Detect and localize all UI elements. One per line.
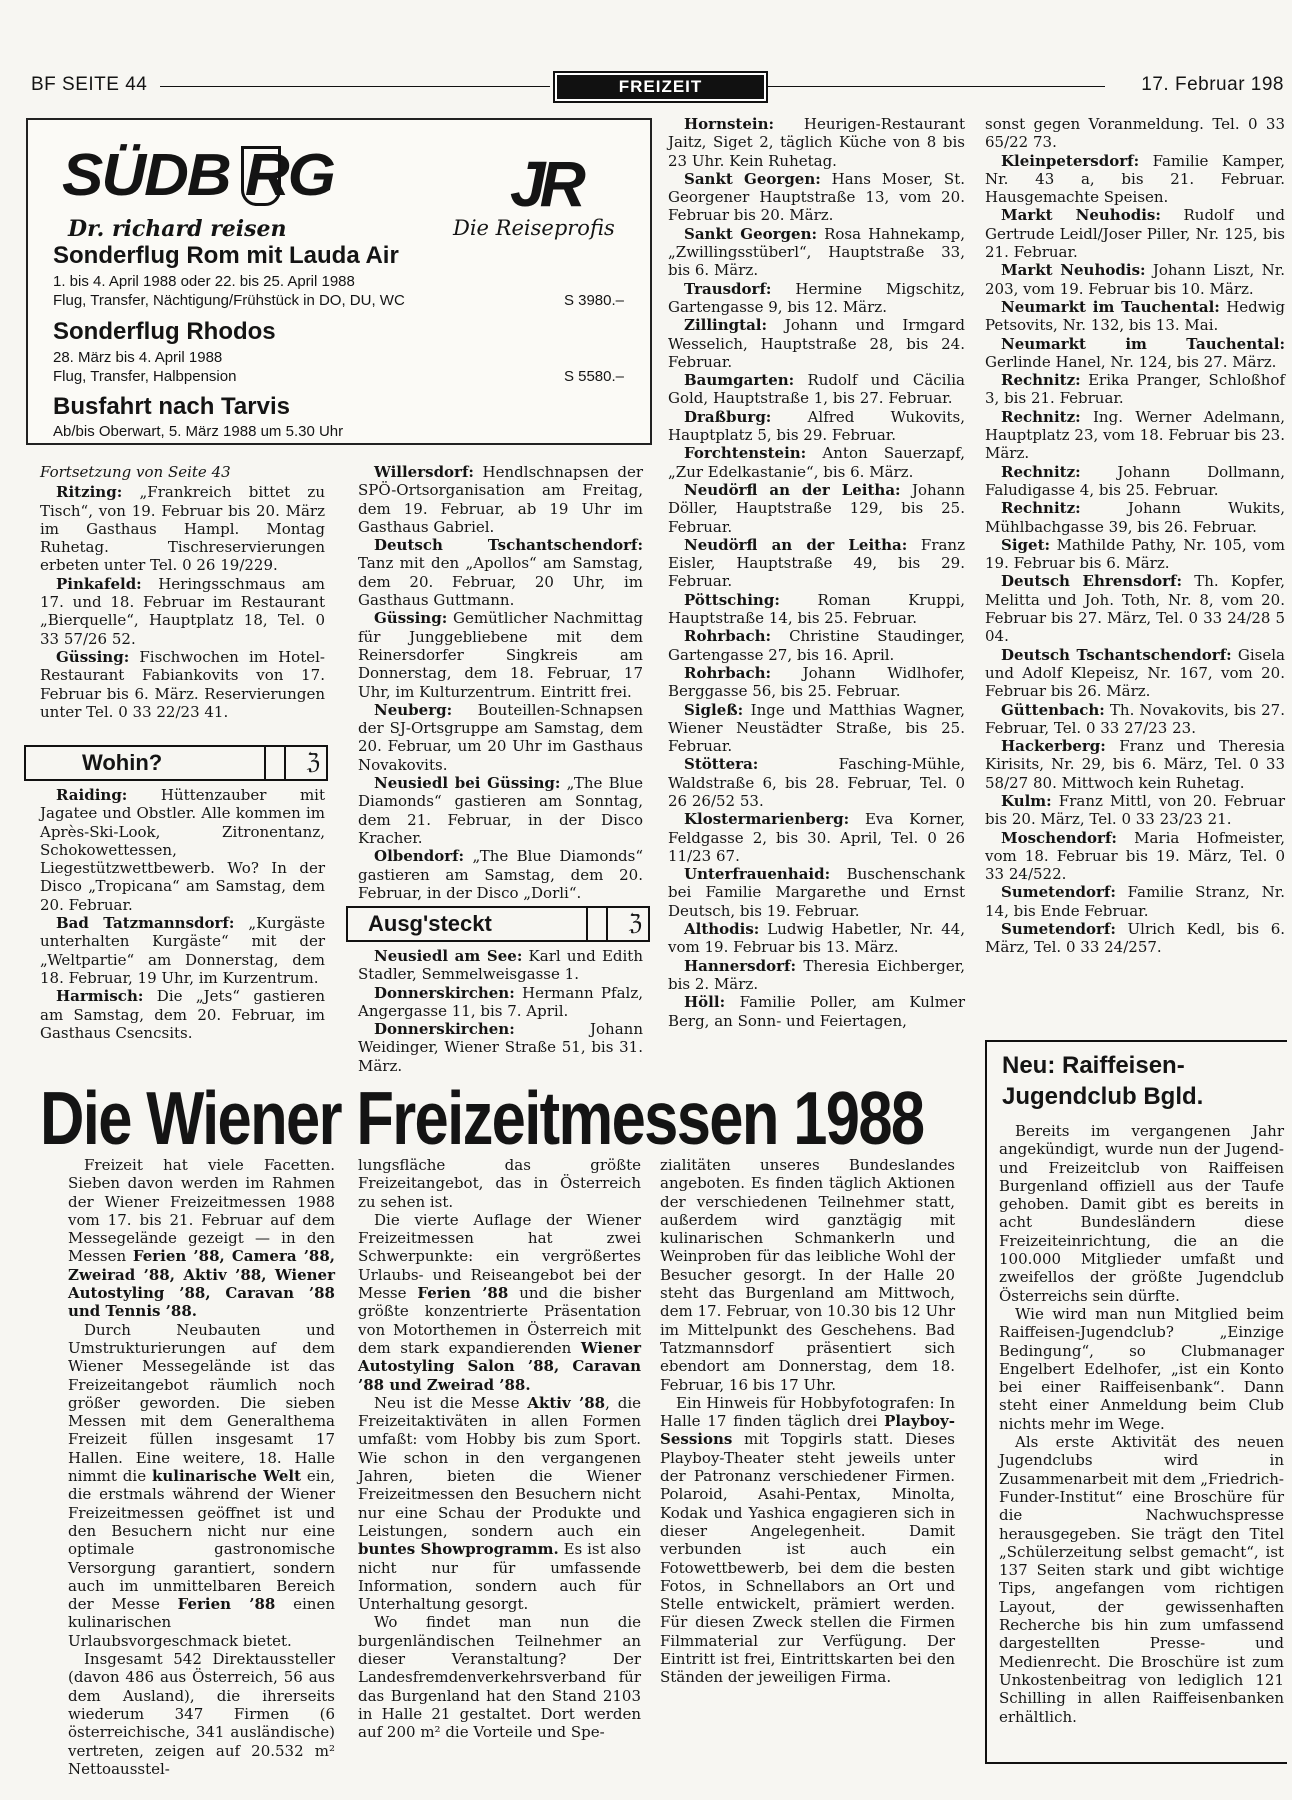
listing-text: Gemütlicher Nachmittag für Junggebliebene mit dem Reinersdorfer Singkreis am Donnerstag, dem 18. Februar, 17 Uhr, im Kulturzentrum. Eintritt frei. [358,609,643,701]
listing-entry [985,261,1285,298]
raiffeisen-box [985,1040,1287,1764]
listing-text: Hedwig Petsovits, Nr. 132, bis 13. Mai. [985,297,1285,335]
listing-place: Siget: [1001,535,1051,554]
listing-place: Raiding: [56,786,128,804]
raiffeisen-paragraph: Wie wird man nun Mitglied beim Raiffeisen-Jugendclub? „Einzige Bedingung“, so Clubmanager Engelbert Edelhofer, „ist ein Konto bei einer Raiffeisenbank“. Dann steht einer Anmeldung beim Club nichts mehr im Wege. [999,1304,1284,1433]
listing-place: Sumetendorf: [1001,883,1116,902]
raiffeisen-headline-line: Neu: Raiffeisen- [1002,1052,1185,1079]
events-column-1b [40,786,325,1042]
listing-text: Hendlschnapsen der SPÖ-Ortsorganisation am Freitag, dem 19. Februar, ab 19 Uhr im Gasthaus Gabriel. [358,463,643,536]
listing-text: Die „Jets“ gastieren am Samstag, dem 20. Februar, im Gasthaus Csencsits. [40,987,325,1042]
listing-place: Markt Neuhodis: [1001,206,1161,225]
listing-text: Gisela und Adolf Klepeisz, Nr. 167, vom 20. Februar bis 26. März. [985,645,1285,701]
listing-place: Ritzing: [56,483,123,502]
listing-entry [668,481,965,536]
listing-entry [985,572,1285,645]
listing-place: Stöttera: [684,755,759,774]
listing-text: Franz Mittl, von 20. Februar bis 20. März, Tel. 0 33 23/23 21. [985,791,1285,829]
listing-text: Hermine Migschitz, Gartengasse 9, bis 12. März. [668,279,965,316]
travel-ad [26,118,652,445]
listing-entry [668,115,965,170]
listing-text: Johann Liszt, Nr. 203, vom 19. Februar bis 10. März. [985,261,1285,298]
listing-entry [668,664,965,701]
listing-text: Anton Sauerzapf, „Zur Edelkastanie“, bis 6. März. [668,444,965,481]
listing-entry [358,847,643,902]
article-paragraph [358,1613,641,1741]
listing-place: Donnerskirchen: [374,983,515,1002]
listing-text: Franz und Theresia Kirisits, Nr. 29, bis 6. März, Tel. 0 33 58/27 80. Mittwoch kein Ruhetag. [985,737,1285,792]
listing-text: Mathilde Pathy, Nr. 105, vom 19. Februar bis 6. März. [985,535,1285,573]
listing-entry [985,152,1285,207]
listing-place: Althodis: [684,920,760,939]
offer-line: 28. März bis 4. April 1988 [53,349,223,366]
listing-entry [985,737,1285,792]
listing-place: Baumgarten: [684,371,795,390]
listing-text: Familie Stranz, Nr. 14, bis Ende Februar. [985,883,1285,920]
article-text: Durch Neubauten und Umstrukturierungen auf dem Wiener Messegelände ist das Freizeitangebot räumlich noch größer geworden. Die sieben Messen mit dem Generalthema Freizeit füllen insgesamt 17 Hallen. Eine weitere, 18. Halle nimmt die [68,1320,335,1486]
listing-place: Hornstein: [684,115,775,133]
listing-place: Neudörfl an der Leitha: [684,535,908,554]
article-paragraph [358,1394,641,1614]
listing-place: Markt Neuhodis: [1001,261,1146,280]
listing-place: Kleinpetersdorf: [1001,151,1140,170]
listing-text: „The Blue Diamonds“ gastieren am Sonntag, dem 21. Februar, in der Disco Kracher. [358,774,643,847]
listing-entry [985,463,1285,500]
article-text: Ein Hinweis für Hobbyfotografen: In Halle 17 finden täglich drei [660,1393,955,1431]
section-box-title: Ausg'steckt [368,911,492,936]
listing-text: Christine Staudinger, Gartengasse 27, bis 16. April. [668,627,965,664]
listing-place: Neusiedl am See: [374,947,523,965]
offer-price: S 5580.– [563,368,624,385]
listing-place: Güssing: [56,647,130,666]
listing-text: „Kurgäste unterhalten Kurgäste“ mit der „Weltpartie“ am Donnerstag, dem 18. Februar, 19 Uhr, im Kurzentrum. [40,914,325,987]
listing-place: Draßburg: [684,407,772,426]
section-box-title: Wohin? [82,750,163,775]
listing-entry [985,536,1285,573]
listing-text: Bouteillen-Schnapsen der SJ-Ortsgruppe am Samstag, dem 20. Februar, um 20 Uhr im Gasthaus Novakovits. [358,700,643,774]
listing-place: Hackerberg: [1001,737,1106,756]
article-text: Insgesamt 542 Direktaussteller (davon 486 aus Österreich, 56 aus dem Ausland), die ihrerseits wiederum 347 Firmen (6 österreichische, 341 ausländische) vertreten, zeigen auf 20.532 m² Nettoausstel- [68,1650,335,1778]
listing-entry [985,646,1285,701]
article-text: , die Freizeitaktiväten in allen Formen umfaßt: vom Hobby bis zum Sport. Wie schon in den vergangenen Jahren, bieten die Wiener Freizeitmessen den Besuchern nicht nur eine Schau der Produkte und Leistungen, sondern auch ein [358,1393,641,1540]
listing-entry [668,444,965,481]
offer-title: Sonderflug Rhodos [53,318,276,345]
offer-line: 1. bis 4. April 1988 oder 22. bis 25. April 1988 [53,273,355,290]
listing-entry [668,993,965,1030]
article-paragraph [660,1156,955,1394]
listing-text: Inge und Matthias Wagner, Wiener Neustädter Straße, bis 25. Februar. [668,700,965,756]
listing-entry [985,408,1285,463]
box-divider [586,908,608,940]
ad-tagline: Die Reiseprofis [453,216,615,240]
offer-price: S 3980.– [563,292,624,309]
listing-entry [985,883,1285,920]
listing-place: Güssing: [374,609,448,628]
listing-entry [40,483,325,574]
listing-text: Eva Korner, Feldgasse 2, bis 30. April, Tel. 0 26 11/23 67. [668,810,965,865]
article-emphasis: Playboy-Sessions [660,1412,955,1449]
article-paragraph [68,1650,335,1778]
listing-place: Kulm: [1001,791,1052,810]
listing-entry [668,920,965,957]
listing-text: Franz Eisler, Hauptstraße 49, bis 29. Februar. [668,535,965,591]
article-text: Die vierte Auflage der Wiener Freizeitmessen hat zwei Schwerpunkte: ein vergrößertes Urlaubs- und Reiseangebot bei der Messe [358,1210,641,1303]
listing-text: Fischwochen im Hotel-Restaurant Fabiankovits von 17. Februar bis 6. März. Reservierungen unter Tel. 0 33 22/23 41. [40,647,325,721]
article-text: Neu ist die Messe [374,1393,528,1412]
listing-entry [668,225,965,280]
listing-place: Bad Tatzmannsdorf: [56,914,235,933]
listing-place: Donnerskirchen: [374,1020,515,1039]
listing-text: Familie Poller, am Kulmer Berg, an Sonn- und Feiertagen, [668,993,965,1030]
raiffeisen-paragraph: Bereits im vergangenen Jahr angekündigt, wurde nun der Jugend- und Freizeitclub von Raiffeisen Burgenland offiziell aus der Taufe gehoben. Damit gibt es bereits in acht Bundesländern diese Freizeiteinrichtung, die an die 100.000 Mitglieder umfaßt und zweifellos der größte Jugendclub Österreichs sein dürfte. [999,1122,1284,1305]
offer-line: Flug, Transfer, Nächtigung/Frühstück in DO, DU, WC [53,292,405,309]
listing-text: „Frankreich bittet zu Tisch“, von 19. Februar bis 20. März im Gasthaus Hampl. Montag Ruhetag. Tischreservierungen erbeten unter Tel. 0 26 19/229. [40,483,325,575]
article-paragraph [68,1156,335,1321]
article-text: und die bisher größte konzentrierte Präsentation von Motorthemen in Österreich mit dem stark expandierenden [358,1284,641,1357]
listing-entry [985,829,1285,884]
listing-text: Ing. Werner Adelmann, Hauptplatz 23, vom 18. Februar bis 23. März. [985,407,1285,463]
listing-place: Rechnitz: [1001,499,1081,518]
events-column-2b [358,947,643,1075]
listing-text: Theresia Eichberger, bis 2. März. [668,956,965,993]
listing-place: Güttenbach: [1001,700,1105,719]
listing-text: Ludwig Habetler, Nr. 44, vom 19. Februar bis 13. März. [668,920,965,957]
listing-entry [668,755,965,810]
listing-entry [358,536,643,609]
article-paragraph [358,1211,641,1394]
article-text: lungsfläche das größte Freizeitangebot, das in Österreich zu sehen ist. [358,1156,641,1211]
raiffeisen-headline-line: Jugendclub Bgld. [1002,1083,1204,1110]
listing-text: Roman Kruppi, Hauptstraße 14, bis 25. Februar. [668,590,965,628]
listing-continued: sonst gegen Voranmeldung. Tel. 0 33 65/22 73. [985,115,1285,152]
listing-place: Sumetendorf: [1001,920,1116,939]
listing-text: Johann Wukits, Mühlbachgasse 39, bis 26. Februar. [985,499,1285,536]
listing-text: Familie Kamper, Nr. 43 a, bis 21. Februar. Hausgemachte Speisen. [985,151,1285,207]
ad-logo-script: Dr. richard reisen [68,216,287,242]
listing-text: Karl und Edith Stadler, Semmelweisgasse 1. [358,947,643,984]
listing-place: Sigleß: [684,700,744,719]
article-paragraph [358,1156,641,1211]
listing-entry [358,947,643,984]
listing-entry [985,206,1285,261]
article-paragraph [660,1394,955,1687]
listing-text: Erika Pranger, Schloßhof 3, bis 21. Februar. [985,371,1285,408]
listing-place: Trausdorf: [684,279,772,298]
listing-entry [358,774,643,847]
listing-text: Maria Hofmeister, vom 18. Februar bis 19. März, Tel. 0 33 24/522. [985,828,1285,884]
ad-logo-mark: JR [510,148,580,220]
listing-entry [40,575,325,648]
listings-column-4 [985,115,1285,957]
article-column-a [68,1156,335,1778]
raiffeisen-body [999,1122,1284,1726]
listing-text: Johann Döller, Hauptstraße 129, bis 25. Februar. [668,480,965,536]
article-column-c [660,1156,955,1687]
page-label: BF SEITE 44 [31,74,148,95]
article-emphasis: Aktiv ’88 [527,1393,606,1412]
ad-logo-wordmark: SÜDB RG [62,142,334,209]
listing-text: Hermann Pfalz, Angergasse 11, bis 7. April. [358,983,643,1020]
listing-text: Th. Novakovits, bis 27. Februar, Tel. 0 33 27/23 23. [985,700,1285,737]
listing-text: Johann Widlhofer, Berggasse 56, bis 25. Februar. [668,663,965,701]
listing-place: Neumarkt im Tauchental: [1001,297,1220,316]
listing-entry [985,335,1285,372]
listing-entry [358,701,643,774]
raiffeisen-paragraph: Als erste Aktivität des neuen Jugendclubs wird in Zusammenarbeit mit dem „Friedrich-Funder-Institut“ eine Broschüre für die Nachwuchspresse herausgegeben. Sie trägt den Titel „Schülerzeitung selbst gemacht“, ist 137 Seiten stark und gibt wichtige Tips, angefangen vom richtigen Layout, der gewissenhaften Recherche bis hin zum umfassend dargestellten Presse- und Medienrecht. Die Broschüre ist zum Unkostenbeitrag von lediglich 121 Schilling in allen Raiffeisenbanken erhältlich. [999,1433,1284,1726]
pen-icon: ℨ [628,910,642,935]
listing-entry [668,810,965,865]
article-paragraph [68,1321,335,1650]
listing-entry [668,408,965,445]
listing-text: Fasching-Mühle, Waldstraße 6, bis 28. Februar, Tel. 0 26 26/52 53. [668,755,965,810]
article-emphasis: Ferien ’88, Camera ’88, Zweirad ’88, Aktiv ’88, Wiener Autostyling ’88, Caravan ’88 und Tennis ’88. [68,1247,336,1321]
listing-place: Rechnitz: [1001,371,1081,390]
listing-place: Rechnitz: [1001,407,1081,426]
listing-text: Rosa Hahnekamp, „Zwillingsstüberl“, Hauptstraße 33, bis 6. März. [668,224,965,280]
listings-column-3 [668,115,965,1030]
listing-place: Neusiedl bei Güssing: [374,774,561,793]
crest-icon [241,146,281,206]
listing-place: Pinkafeld: [56,574,142,593]
listing-text: Th. Kopfer, Melitta und Joh. Toth, Nr. 8, vom 20. Februar bis 27. März, Tel. 0 33 24/28 5 04. [985,572,1285,646]
listing-place: Klostermarienberg: [684,810,850,829]
listing-entry [668,957,965,994]
header-rule-right [768,86,1105,87]
listing-place: Willersdorf: [374,463,474,481]
listing-place: Moschendorf: [1001,828,1117,847]
article-text: zialitäten unseres Bundeslandes angeboten. Es finden täglich Aktionen der verschiedenen Teilnehmer statt, außerdem wird ganztägig mit kulinarischen Schmankerln und Weinproben für das leibliche Wohl der Besucher gesorgt. In der Halle 20 steht das Burgenland am Mittwoch, dem 17. Februar, von 10.30 bis 12 Uhr im Mittelpunkt des Geschehens. Bad Tatzmannsdorf präsentiert sich ebendort am Donnerstag, dem 18. Februar, 16 bis 17 Uhr. [660,1156,955,1394]
listing-entry [985,920,1285,957]
listing-place: Unterfrauenhaid: [684,865,831,884]
continued-note: Fortsetzung von Seite 43 [40,463,231,481]
listing-text: Johann Weidinger, Wiener Straße 51, bis 31. März. [358,1020,643,1075]
listing-place: Neumarkt im Tauchental: [1001,334,1285,353]
article-text: ein, die erstmals während der Wiener Freizeitmessen geöffnet ist und den Besuchern nicht nur eine optimale gastronomische Versorgung garantiert, sondern auch im unmittelbaren Bereich der Messe [68,1467,336,1614]
listing-entry [668,316,965,371]
listing-text: Rudolf und Cäcilia Gold, Hauptstraße 1, bis 27. Februar. [668,371,965,408]
listing-place: Neudörfl an der Leitha: [684,480,901,499]
listing-text: Buschenschank bei Familie Margarethe und Ernst Deutsch, bis 19. Februar. [668,865,965,920]
article-emphasis: Wiener Autostyling Salon ’88, Caravan ’88 und Zweirad ’88. [358,1338,641,1394]
listing-entry [358,984,643,1021]
article-text: Es ist also nicht nur für umfassende Information, sondern auch für Unterhaltung gesorgt. [358,1540,641,1614]
listing-entry [358,463,643,536]
article-emphasis: Ferien ’88 [417,1284,509,1303]
listing-entry [358,609,643,700]
listing-entry [40,786,325,914]
listing-text: Gerlinde Hanel, Nr. 124, bis 27. März. [985,352,1277,371]
issue-date: 17. Februar 198 [1141,74,1284,95]
listing-place: Neuberg: [374,700,453,719]
listing-place: Hannersdorf: [684,956,796,975]
listing-entry [668,170,965,225]
listing-entry [40,914,325,987]
listing-text: Johann Dollmann, Faludigasse 4, bis 25. Februar. [985,462,1285,499]
article-column-b [358,1156,641,1742]
header-rule-left [160,86,550,87]
listing-place: Zillingtal: [684,316,768,335]
listing-entry [668,536,965,591]
listing-entry [668,371,965,408]
listing-text: Johann und Irmgard Wesselich, Hauptstraße 28, bis 24. Februar. [668,316,965,371]
section-box-wohin [24,745,328,781]
listing-entry [40,648,325,721]
listing-place: Deutsch Tschantschendorf: [1001,645,1232,664]
listing-text: Hans Moser, St. Georgener Hauptstraße 13, vom 20. Februar bis 20. März. [668,169,965,225]
listing-place: Sankt Georgen: [684,169,821,188]
listing-entry [985,298,1285,335]
listing-place: Deutsch Tschantschendorf: [374,536,643,555]
listing-entry [668,865,965,920]
listing-place: Höll: [684,993,726,1012]
listing-place: Pöttsching: [684,590,780,609]
offer-title: Busfahrt nach Tarvis [53,393,290,420]
offer-title: Sonderflug Rom mit Lauda Air [53,242,399,269]
article-emphasis: kulinarische Welt [151,1467,302,1486]
listing-place: Sankt Georgen: [684,224,818,243]
article-text: Wo findet man nun die burgenländischen Teilnehmer an dieser Veranstaltung? Der Landesfremdenverkehrsverband für das Burgenland hat den Stand 2103 in Halle 21 gestaltet. Dort werden auf 200 m² die Vorteile und Spe- [358,1613,641,1742]
listing-entry [668,701,965,756]
article-headline: Die Wiener Freizeitmessen 1988 [40,1076,924,1160]
listing-place: Harmisch: [56,987,144,1006]
listing-text: Ulrich Kedl, bis 6. März, Tel. 0 33 24/257. [985,920,1285,957]
listing-place: Rechnitz: [1001,462,1081,481]
offer-line: Ab/bis Oberwart, 5. März 1988 um 5.30 Uhr [53,423,344,440]
events-column-1 [40,463,325,721]
section-badge: FREIZEIT [553,71,768,103]
events-column-2 [358,463,643,902]
listing-entry [668,280,965,317]
section-box-ausgsteckt [346,906,650,942]
article-text: einen kulinarischen Urlaubsvorgeschmack bietet. [68,1595,335,1650]
listing-place: Olbendorf: [374,847,465,866]
listing-text: Tanz mit den „Apollos“ am Samstag, dem 20. Februar, 20 Uhr, im Gasthaus Guttmann. [358,554,643,610]
listing-text: Heurigen-Restaurant Jaitz, Siget 2, täglich Küche von 8 bis 23 Uhr. Kein Ruhetag. [668,115,965,170]
listing-entry [985,701,1285,738]
listing-entry [985,371,1285,408]
listing-place: Deutsch Ehrensdorf: [1001,572,1183,591]
offer-line: Flug, Transfer, Halbpension [53,368,237,385]
pen-icon: ℨ [306,749,320,774]
listing-entry [40,987,325,1042]
raiffeisen-headline [1002,1050,1203,1112]
box-divider [264,747,286,779]
listing-text: Hüttenzauber mit Jagatee und Obstler. Alle kommen im Après-Ski-Look, Zitronentanz, Schokowettessen, Liegestützwettbewerb. Wo? In der Disco „Tropicana“ am Samstag, dem 20. Februar. [40,786,325,914]
listing-entry [985,499,1285,536]
listing-text: Heringsschmaus am 17. und 18. Februar im Restaurant „Bierquelle“, Hauptplatz 18, Tel. 0 33 57/26 52. [40,574,325,648]
listing-entry [358,1020,643,1075]
listing-text: „The Blue Diamonds“ gastieren am Samstag, dem 20. Februar, in der Disco „Dorli“. [358,847,643,902]
article-emphasis: Ferien ’88 [177,1595,276,1614]
listing-place: Rohrbach: [684,663,772,682]
listing-text: Alfred Wukovits, Hauptplatz 5, bis 29. Februar. [668,407,965,445]
article-text: Freizeit hat viele Facetten. Sieben davon werden im Rahmen der Wiener Freizeitmessen 1988 vom 17. bis 21. Februar auf dem Messegelände gezeigt — in den Messen [68,1156,335,1266]
article-text: mit Topgirls statt. Dieses Playboy-Theater steht jeweils unter der Patronanz verschiedener Firmen. Polaroid, Asahi-Pentax, Minolta, Kodak und Yashica engagieren sich in dieser Angelegenheit. Damit verbunden ist auch ein Fotowettbewerb, bei dem die besten Fotos, in Schnellabors an Ort und Stelle entwickelt, prämiert werden. Für diesen Zweck stellen die Firmen Filmmaterial zur Verfügung. Der Eintritt ist frei, Eintrittskarten bei den Ständen der jeweiligen Firma. [660,1430,955,1687]
listing-entry [668,591,965,628]
listing-entry [985,792,1285,829]
listing-entry [668,627,965,664]
listing-place: Forchtenstein: [684,444,807,463]
listing-place: Rohrbach: [684,627,772,646]
listing-text: Rudolf und Gertrude Leidl/Joser Piller, Nr. 125, bis 21. Februar. [985,206,1285,262]
article-emphasis: buntes Showprogramm. [358,1540,559,1559]
